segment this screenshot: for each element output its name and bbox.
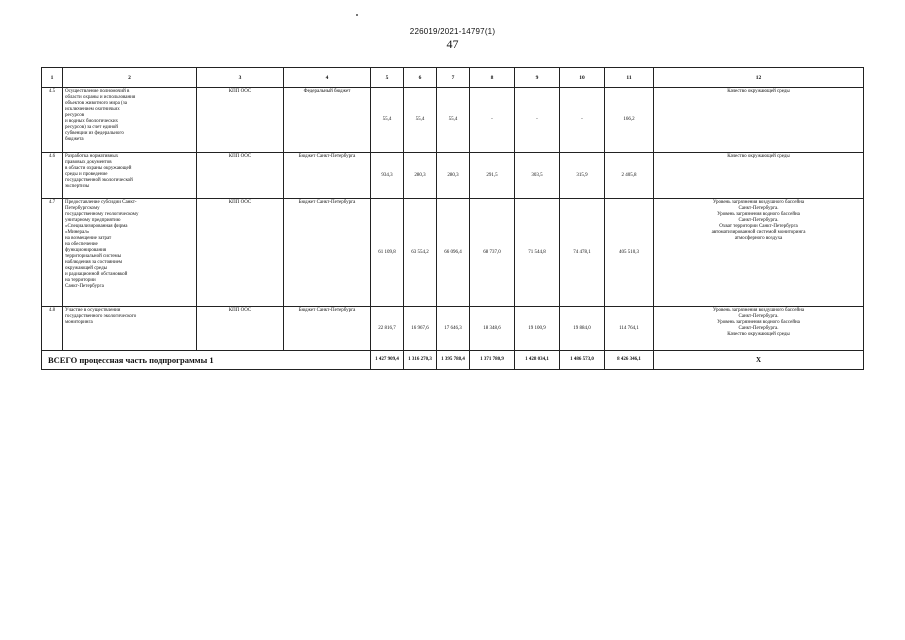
funding-value: 315,9 (560, 153, 605, 199)
activity-name-line: Предоставление субсидии Санкт- (65, 200, 137, 205)
activity-name (63, 153, 197, 199)
column-number: 2 (63, 68, 197, 88)
activity-name-line: Петербургскому (65, 206, 100, 211)
column-number: 11 (605, 68, 654, 88)
target-indicator-line: Уровень загрязнения водного бассейна (717, 320, 800, 325)
column-number: 4 (284, 68, 371, 88)
executor: КПП ООС (197, 307, 284, 351)
column-number: 12 (654, 68, 864, 88)
table-row (42, 307, 864, 351)
column-number: 7 (437, 68, 470, 88)
activity-name (63, 307, 197, 351)
total-value: 1 316 270,3 (404, 351, 437, 370)
row-number: 4.6 (42, 153, 63, 199)
funding-value: 934,3 (371, 153, 404, 199)
activity-name-line: бюджета (65, 137, 84, 142)
target-indicator-line: Санкт-Петербурга. (738, 314, 779, 319)
activity-name-line: правовых документов (65, 160, 112, 165)
target-indicator-line: Уровень загрязнения воздушного бассейна (712, 200, 805, 205)
funding-value: 55,4 (404, 88, 437, 153)
activity-name-line: субвенции из федерального (65, 131, 124, 136)
total-label: ВСЕГО процессная часть подпрограммы 1 (42, 351, 371, 370)
funding-value: 303,5 (515, 153, 560, 199)
scan-speck (356, 14, 358, 16)
activity-name-line: «Минерал» (65, 230, 90, 235)
funding-source: Бюджет Санкт-Петербурга (284, 307, 371, 351)
activity-name-line: и радиационной обстановкой (65, 272, 128, 277)
target-indicator-line: Санкт-Петербурга. (738, 206, 779, 211)
funding-value: 17 646,3 (437, 307, 470, 351)
row-number: 4.7 (42, 199, 63, 307)
activity-name-line: государственному геологическому (65, 212, 139, 217)
table-row (42, 199, 864, 307)
document-id: 226019/2021-14797(1) (409, 27, 496, 36)
column-number: 8 (470, 68, 515, 88)
activity-name-line: унитарному предприятию (65, 218, 121, 223)
funding-value: - (560, 88, 605, 153)
target-indicator-line: автоматизированной системой мониторинга (711, 230, 806, 235)
activity-name-line: Осуществление полномочий в (65, 89, 130, 94)
activity-name-line: в области охраны окружающей (65, 166, 132, 171)
target-indicator (654, 307, 864, 351)
funding-value: 291,5 (470, 153, 515, 199)
target-indicator-line: Качество окружающей среды (727, 332, 790, 337)
funding-source: Федеральный бюджет (284, 88, 371, 153)
funding-value: 74 478,1 (560, 199, 605, 307)
activity-name (63, 88, 197, 153)
column-number: 3 (197, 68, 284, 88)
activity-name-line: «Специализированная фирма (65, 224, 128, 229)
target-indicator-line: атмосферного воздуха (734, 236, 783, 241)
funding-value: 19 100,9 (515, 307, 560, 351)
funding-value: 114 764,1 (605, 307, 654, 351)
target-indicator-line: Качество окружающей среды (727, 89, 790, 94)
funding-value: 55,4 (371, 88, 404, 153)
row-number: 4.8 (42, 307, 63, 351)
total-goal: Х (654, 351, 864, 370)
funding-value: 63 554,2 (404, 199, 437, 307)
total-value: 1 427 909,4 (371, 351, 404, 370)
executor: КПП ООС (197, 153, 284, 199)
funding-value: 22 816,7 (371, 307, 404, 351)
activity-name-line: и водных биологических (65, 119, 118, 124)
activity-name-line: ресурсов) за счет единой (65, 125, 118, 130)
funding-value: 18 348,6 (470, 307, 515, 351)
activity-name-line: исключением охотничьих (65, 107, 120, 112)
activity-name-line: на возмещение затрат (65, 236, 112, 241)
activity-name-line: окружающей среды (65, 266, 107, 271)
funding-source: Бюджет Санкт-Петербурга (284, 199, 371, 307)
funding-value: 280,3 (437, 153, 470, 199)
activity-name-line: Разработка нормативных (65, 154, 119, 159)
total-value: 1 486 573,0 (560, 351, 605, 370)
target-indicator (654, 199, 864, 307)
total-value: 8 426 346,1 (605, 351, 654, 370)
funding-value: 61 109,8 (371, 199, 404, 307)
funding-value: 166,2 (605, 88, 654, 153)
executor: КПП ООС (197, 199, 284, 307)
header-row (42, 68, 864, 88)
table-row (42, 88, 864, 153)
funding-value: 16 967,6 (404, 307, 437, 351)
target-indicator-line: Санкт-Петербурга. (738, 326, 779, 331)
activity-name-line: Санкт-Петербурга (65, 284, 104, 289)
total-value: 1 428 034,1 (515, 351, 560, 370)
funding-value: 2 405,8 (605, 153, 654, 199)
activity-name-line: Участие в осуществлении (65, 308, 121, 313)
activity-name-line: объектов животного мира (за (65, 101, 127, 106)
activity-name-line: наблюдения за состоянием (65, 260, 123, 265)
activity-name-line: государственного экологического (65, 314, 137, 319)
target-indicator-line: Санкт-Петербурга. (738, 218, 779, 223)
column-number: 10 (560, 68, 605, 88)
funding-value: 66 096,4 (437, 199, 470, 307)
activity-name-line: территориальной системы (65, 254, 122, 259)
funding-source: Бюджет Санкт-Петербурга (284, 153, 371, 199)
total-value: 1 395 788,4 (437, 351, 470, 370)
activity-name-line: экспертизы (65, 184, 90, 189)
activity-name-line: среды и проведение (65, 172, 108, 177)
activity-name-line: функционирования (65, 248, 107, 253)
funding-value: 405 510,3 (605, 199, 654, 307)
executor: КПП ООС (197, 88, 284, 153)
column-number: 1 (42, 68, 63, 88)
target-indicator-line: Уровень загрязнения водного бассейна (717, 212, 800, 217)
funding-value: 19 884,0 (560, 307, 605, 351)
target-indicator-line: Охват территории Санкт-Петербурга (719, 224, 798, 229)
column-number: 6 (404, 68, 437, 88)
funding-value: 68 737,0 (470, 199, 515, 307)
funding-value: 280,3 (404, 153, 437, 199)
target-indicator-line: Уровень загрязнения воздушного бассейна (712, 308, 805, 313)
column-number: 5 (371, 68, 404, 88)
activity-name (63, 199, 197, 307)
total-value: 1 371 780,9 (470, 351, 515, 370)
row-number: 4.5 (42, 88, 63, 153)
column-number: 9 (515, 68, 560, 88)
target-indicator (654, 153, 864, 199)
target-indicator (654, 88, 864, 153)
activity-name-line: области охраны и использования (65, 95, 136, 100)
table-row (42, 153, 864, 199)
table-body (42, 68, 864, 370)
target-indicator-line: Качество окружающей среды (727, 154, 790, 159)
funding-value: - (515, 88, 560, 153)
funding-value: 55,4 (437, 88, 470, 153)
funding-value: 71 544,8 (515, 199, 560, 307)
activity-name-line: на территории (65, 278, 96, 283)
funding-value: - (470, 88, 515, 153)
budget-table (41, 67, 864, 370)
page-number: 47 (446, 37, 459, 51)
activity-name-line: на обеспечение (65, 242, 98, 247)
activity-name-line: мониторинга (65, 320, 93, 325)
total-row (42, 351, 864, 370)
activity-name-line: ресурсов (65, 113, 85, 118)
activity-name-line: государственной экологической (65, 178, 133, 183)
